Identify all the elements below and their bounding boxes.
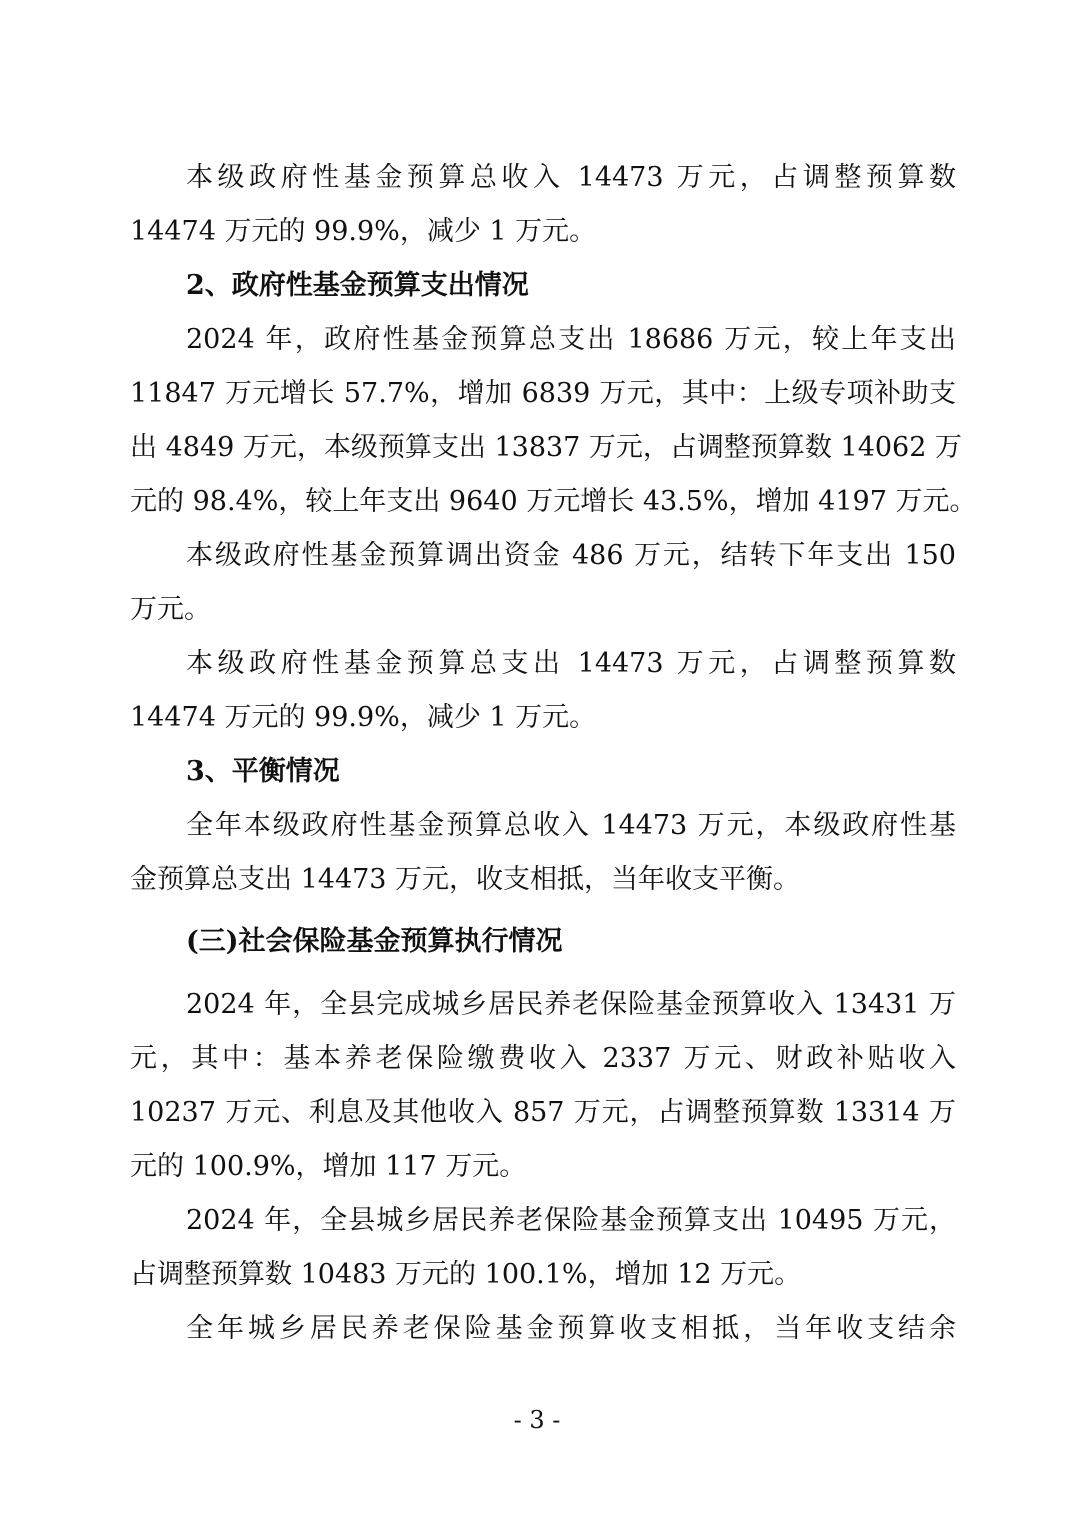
paragraph-line: 全年本级政府性基金预算总收入 14473 万元，本级政府性基: [186, 810, 956, 841]
paragraph-line: 2024 年，全县城乡居民养老保险基金预算支出 10495 万元，: [186, 1205, 956, 1236]
paragraph-line: 元的 100.9%，增加 117 万元。: [130, 1151, 527, 1182]
paragraph-line: 占调整预算数 10483 万元的 100.1%，增加 12 万元。: [130, 1259, 802, 1290]
section-heading: 2、政府性基金预算支出情况: [186, 270, 529, 301]
paragraph-line: 全年城乡居民养老保险基金预算收支相抵，当年收支结余: [186, 1313, 956, 1344]
paragraph-line: 本级政府性基金预算总收入 14473 万元，占调整预算数: [186, 162, 956, 193]
page-number: - 3 -: [513, 1406, 561, 1434]
paragraph-line: 元，其中：基本养老保险缴费收入 2337 万元、财政补贴收入: [130, 1043, 956, 1074]
paragraph-line: 14474 万元的 99.9%，减少 1 万元。: [130, 216, 597, 247]
paragraph-line: 金预算总支出 14473 万元，收支相抵，当年收支平衡。: [130, 864, 801, 895]
paragraph-line: 14474 万元的 99.9%，减少 1 万元。: [130, 702, 597, 733]
paragraph-line: 2024 年，政府性基金预算总支出 18686 万元，较上年支出: [186, 324, 956, 355]
paragraph-line: 本级政府性基金预算调出资金 486 万元，结转下年支出 150: [186, 540, 956, 571]
paragraph-line: 本级政府性基金预算总支出 14473 万元，占调整预算数: [186, 648, 956, 679]
paragraph-line: 11847 万元增长 57.7%，增加 6839 万元，其中：上级专项补助支: [130, 378, 956, 409]
section-heading: 3、平衡情况: [186, 756, 340, 787]
paragraph-line: 出 4849 万元，本级预算支出 13837 万元，占调整预算数 14062 万: [130, 432, 962, 463]
paragraph-line: 万元。: [130, 594, 211, 625]
section-heading: (三)社会保险基金预算执行情况: [186, 926, 563, 957]
paragraph-line: 10237 万元、利息及其他收入 857 万元，占调整预算数 13314 万: [130, 1097, 956, 1128]
paragraph-line: 2024 年，全县完成城乡居民养老保险基金预算收入 13431 万: [186, 989, 956, 1020]
paragraph-line: 元的 98.4%，较上年支出 9640 万元增长 43.5%，增加 4197 万元。: [130, 486, 977, 517]
